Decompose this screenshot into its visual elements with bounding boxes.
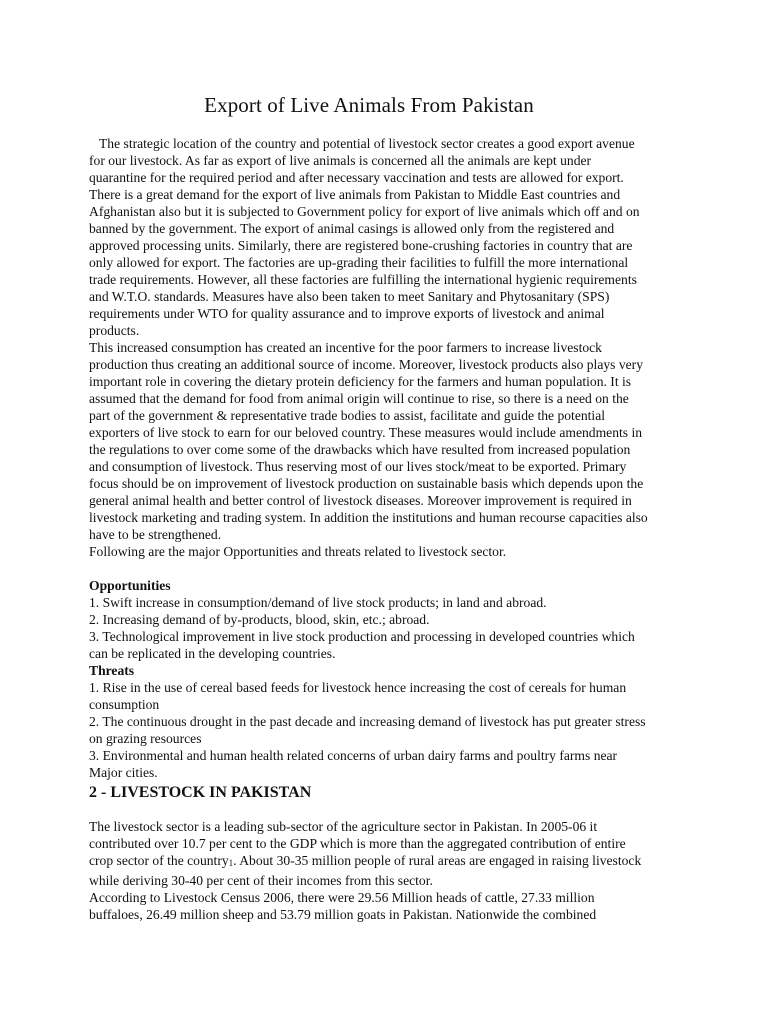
paragraph-text: . About 30-35 million people of rural areas are engaged in raising livestock while deriving 30-40 per cent of their incomes from this sector. bbox=[89, 853, 642, 888]
opportunity-item: 3. Technological improvement in live stock production and processing in developed countries which can be replicated in the developing countries. bbox=[89, 629, 635, 661]
section-heading-livestock: 2 - LIVESTOCK IN PAKISTAN bbox=[89, 784, 312, 801]
opportunity-item: 2. Increasing demand of by-products, blood, skin, etc.; abroad. bbox=[89, 612, 430, 627]
threat-item: 3. Environmental and human health related concerns of urban dairy farms and poultry farms near Major cities. bbox=[89, 748, 618, 780]
paragraph-following: Following are the major Opportunities and threats related to livestock sector. bbox=[89, 544, 507, 559]
paragraph-text: The livestock sector is a leading sub-sector of the agriculture sector in Pakistan. In 2005-06 it contributed over 10.7 per cent to the GDP which is more than the aggregated contribution of entire crop sector of the country bbox=[89, 819, 626, 868]
threat-item: 1. Rise in the use of cereal based feeds for livestock hence increasing the cost of cereals for human consumption bbox=[89, 680, 627, 712]
threat-item: 2. The continuous drought in the past decade and increasing demand of livestock has put greater stress on grazing resources bbox=[89, 714, 646, 746]
footnote-marker: 1 bbox=[228, 858, 234, 868]
paragraph-export-overview: The strategic location of the country and potential of livestock sector creates a good export avenue for our livestock. As far as export of live animals is concerned all the animals are kept under quarantine for the required period and after necessary vaccination and tests are allowed for export. There is a great demand for the export of live animals from Pakistan to Middle East countries and Afghanistan also but it is subjected to Government policy for export of live animals which off and on banned by the government. The export of animal casings is allowed only from the registered and approved processing units. Similarly, there are registered bone-crushing factories in country that are only allowed for export. The factories are up-grading their facilities to fulfill the more international trade requirements. However, all these factories are fulfilling the international hygienic requirements and W.T.O. standards. Measures have also been taken to meet Sanitary and Phytosanitary (SPS) requirements under WTO for quality assurance and to improve exports of livestock and animal products. bbox=[89, 136, 640, 338]
threats-heading: Threats bbox=[89, 663, 135, 678]
paragraph-consumption: This increased consumption has created an incentive for the poor farmers to increase livestock production thus creating an additional source of income. Moreover, livestock products also plays very important role in covering the dietary protein deficiency for the farmers and human population. It is assumed that the demand for food from animal origin will continue to rise, so there is a need on the part of the government & representative trade bodies to assist, facilitate and guide the potential exporters of live stock to earn for our beloved country. These measures would include amendments in the regulations to over come some of the drawbacks which have resulted from increased population and consumption of livestock. Thus reserving most of our lives stock/meat to be exported. Primary focus should be on improvement of livestock production on sustainable basis which depends upon the general animal health and better control of livestock diseases. Moreover improvement is required in livestock marketing and trading system. In addition the institutions and human recourse capacities also have to be strengthened. bbox=[89, 340, 648, 542]
document-page bbox=[89, 92, 649, 923]
opportunities-heading: Opportunities bbox=[89, 578, 171, 593]
opportunity-item: 1. Swift increase in consumption/demand of live stock products; in land and abroad. bbox=[89, 595, 547, 610]
spacer bbox=[89, 560, 649, 577]
document-title: Export of Live Animals From Pakistan bbox=[204, 93, 534, 117]
paragraph-livestock-sector bbox=[89, 818, 649, 889]
paragraph-census: According to Livestock Census 2006, there were 29.56 Million heads of cattle, 27.33 million buffaloes, 26.49 million sheep and 53.79 million goats in Pakistan. Nationwide the combined bbox=[89, 890, 597, 922]
